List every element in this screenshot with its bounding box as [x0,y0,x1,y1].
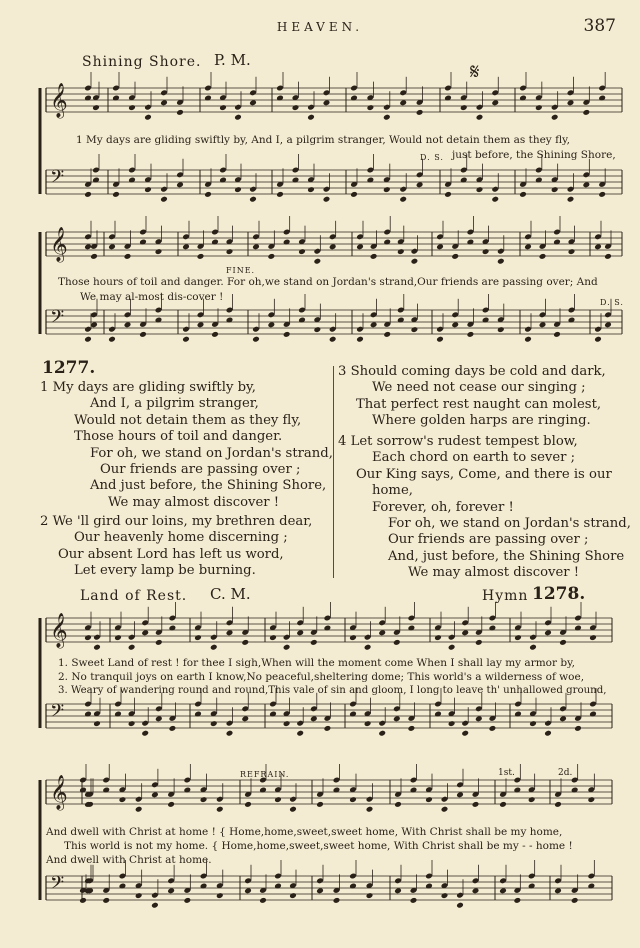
treble-clef-icon: 𝄞 [50,83,68,118]
lyric-ds-line: just before, the Shining Shore, [452,149,616,161]
note-head [268,321,276,328]
note-head [160,196,168,203]
note-head [451,253,459,260]
note-head [524,336,532,343]
treble-clef-icon: 𝄞 [50,775,68,810]
note-head [529,644,537,651]
note-head [393,715,401,722]
verse-line: Our friends are passing over ; [100,462,301,478]
note-head [514,634,522,641]
note-head [583,109,591,116]
note-head [79,897,87,904]
note-head [139,331,147,338]
tune-title-land-of-rest: Land of Rest. [80,588,188,604]
bass-clef-icon: 𝄢 [50,307,65,332]
note-head [411,258,419,265]
note-head [276,191,284,198]
note-head [316,887,324,894]
note-head [594,336,602,343]
note-head [283,331,291,338]
verse-line: Our absent Lord has left us word, [58,546,284,562]
verse-line: Forever, oh, forever ! [372,499,514,515]
note-head [329,243,337,250]
lyric-line-1278-2: 2. No tranquil joys on earth I know,No peaceful,sheltering dome; This world's a wilderness of woe, [58,671,585,683]
note-head [539,253,547,260]
note-head [444,191,452,198]
note-head [366,806,374,813]
note-head [604,253,612,260]
note-head [167,801,175,808]
treble-clef-icon: 𝄞 [50,227,68,262]
note-head [244,801,252,808]
tune-meter-pm: P. M. [214,51,251,69]
note-head [274,796,282,803]
note-head [448,720,456,727]
note-head [461,730,469,737]
note-head [568,248,576,255]
note-head [350,191,358,198]
note-head [567,99,575,106]
refrain-label: REFRAIN. [240,770,290,779]
note-head [114,634,122,641]
note-head [210,644,218,651]
note-head [451,321,459,328]
note-head [349,634,357,641]
verse-line: We may almost discover ! [408,565,580,581]
note-head [370,253,378,260]
note-head [588,796,596,803]
note-head [356,243,364,250]
note-head [289,892,297,899]
segno-sign: 𝄋 [470,60,480,85]
note-head [554,887,562,894]
note-head [594,243,602,250]
note-head [491,196,499,203]
note-head [408,725,416,732]
note-head [475,639,483,646]
note-head [551,114,559,121]
note-head [144,186,152,193]
note-head [366,892,374,899]
note-head [316,801,324,808]
note-head [544,730,552,737]
note-head [155,715,163,722]
lyric-refrain-1: And dwell with Christ at home ! { Home,home,sweet,sweet home, With Christ shall be my home, [46,826,563,838]
note-head [583,181,591,188]
note-head [252,243,260,250]
note-head [434,634,442,641]
verse-line: Would not detain them as they fly, [74,412,302,428]
note-head [539,321,547,328]
second-ending-label: 2d. [558,768,573,778]
note-head [84,243,92,250]
note-head [135,806,143,813]
fine-marker: FINE. [226,266,256,275]
note-head [448,644,456,651]
verse-line: home, [372,483,413,499]
note-head [92,104,100,111]
note-head [314,258,322,265]
ds-marker: D. S. [420,153,444,162]
note-head [307,186,315,193]
note-head [489,725,497,732]
note-head [184,897,192,904]
note-head [553,331,561,338]
note-head [383,114,391,121]
verse-line: 2 We 'll gird our loins, my brethren dear, [40,514,313,529]
note-head [323,99,331,106]
note-head [216,892,224,899]
note-head [296,730,304,737]
note-head [370,321,378,328]
note-head [535,104,543,111]
note-head [204,191,212,198]
note-head [135,892,143,899]
verse-line: Each chord on earth to sever ; [372,450,576,466]
verse-line: For oh, we stand on Jordan's strand, [90,445,333,461]
note-head [367,104,375,111]
note-head [144,114,152,121]
first-ending-label: 1st. [498,768,515,778]
ds-marker-2: D. S. [600,298,624,307]
note-head [499,887,507,894]
note-head [323,196,331,203]
note-head [176,181,184,188]
verse-line: Those hours of toil and danger. [74,429,283,445]
lyric-refrain-2: This world is not my home. { Home,home,sweet,sweet home, With Christ shall be my - - home ! [64,840,573,852]
note-head [249,99,257,106]
note-head [151,902,159,909]
note-head [416,181,424,188]
verse-line: And, just before, the Shining Shore [388,548,625,564]
note-head [219,104,227,111]
note-head [124,321,132,328]
note-head [93,720,101,727]
note-head [467,331,475,338]
note-head [194,634,202,641]
note-head [259,897,267,904]
note-head [497,326,505,333]
note-head [436,243,444,250]
note-head [574,725,582,732]
note-head [169,725,177,732]
note-head [461,629,469,636]
note-head [393,639,401,646]
verse-4 [338,434,638,582]
note-head [182,336,190,343]
verse-line: For oh, we stand on Jordan's strand, [388,516,631,532]
note-head [364,644,372,651]
note-head [310,715,318,722]
verse-2 [40,514,330,580]
note-head [226,629,234,636]
note-head [90,253,98,260]
note-head [249,196,257,203]
note-head [598,191,606,198]
note-head [84,634,92,641]
note-head [460,104,468,111]
note-head [410,897,418,904]
note-head [411,326,419,333]
verse-line: Where golden harps are ringing. [372,413,591,429]
note-head [399,99,407,106]
tune-meter-cm: C. M. [210,585,251,603]
tune-title-shining-shore: Shining Shore. [82,54,202,70]
treble-clef-icon: 𝄞 [50,613,68,648]
lyric-line-2: Those hours of toil and danger. For oh,we stand on Jordan's strand,Our friends are passing over; And [58,276,598,288]
note-head [226,730,234,737]
hymn-number-1277: 1277. [42,358,96,378]
note-head [128,104,136,111]
note-head [482,248,490,255]
note-head [128,720,136,727]
note-head [298,248,306,255]
note-head [378,629,386,636]
lyric-refrain-3: And dwell with Christ at home. [46,854,212,866]
note-head [544,629,552,636]
column-divider [333,366,334,578]
lyric-line-verse1: 1 My days are gliding swiftly by, And I, a pilgrim stranger, Would not detain them as they fly, [76,134,570,146]
note-head [571,897,579,904]
note-head [226,248,234,255]
note-head [93,644,101,651]
note-head [399,196,407,203]
note-head [155,639,163,646]
verse-line: We need not cease our singing ; [372,380,586,396]
hymn-number-1278: 1278. [532,584,586,604]
note-head [524,243,532,250]
note-head [244,887,252,894]
note-head [519,191,527,198]
note-head [160,99,168,106]
bass-clef-icon: 𝄢 [50,701,65,726]
note-head [211,331,219,338]
note-head [383,331,391,338]
note-head [307,114,315,121]
note-head [554,801,562,808]
note-head [499,801,507,808]
note-head [567,196,575,203]
running-header: HEAVEN. [276,20,364,34]
note-head [252,336,260,343]
note-head [151,791,159,798]
note-head [364,720,372,727]
note-head [425,796,433,803]
verse-line: And just before, the Shining Shore, [90,478,327,494]
note-head [128,644,136,651]
note-head [356,336,364,343]
note-head [397,248,405,255]
note-head [283,644,291,651]
verse-line: And I, a pilgrim stranger, [90,396,259,412]
note-head [176,109,184,116]
page-number: 387 [583,16,616,36]
note-head [310,639,318,646]
note-head [476,186,484,193]
note-head [416,109,424,116]
note-head [589,634,597,641]
lyric-line-1278-1: 1. Sweet Land of rest ! for thee I sigh,When will the moment come When I shall lay my armor by, [58,657,575,669]
note-head [108,336,116,343]
note-head [514,897,522,904]
hymn-label: Hymn [482,588,529,604]
note-head [472,801,480,808]
note-head [456,791,464,798]
lyric-line-1278-3: 3. Weary of wandering round and round,This vale of sin and gloom, I long to leave th' unhallowed ground, [58,685,607,696]
note-head [476,114,484,121]
note-head [314,326,322,333]
note-head [559,715,567,722]
note-head [155,248,163,255]
verse-line: Our friends are passing over ; [388,532,589,548]
note-head [289,806,297,813]
lyric-line-3: We may al-most dis-cover ! [80,291,224,303]
note-head [119,796,127,803]
note-head [200,796,208,803]
bass-clef-icon: 𝄢 [50,873,65,898]
note-head [283,720,291,727]
note-head [329,336,337,343]
note-head [604,321,612,328]
note-head [475,715,483,722]
verse-line: Our King says, Come, and there is our [356,466,612,482]
verse-line: 4 Let sorrow's rudest tempest blow, [338,434,578,449]
note-head [112,191,120,198]
note-head [84,336,92,343]
note-head [241,715,249,722]
note-head [124,253,132,260]
note-head [292,104,300,111]
verse-line: 1 My days are gliding swiftly by, [40,380,256,395]
note-head [497,258,505,265]
note-head [491,99,499,106]
note-head [394,801,402,808]
note-head [210,720,218,727]
note-head [528,796,536,803]
verse-line: 3 Should coming days be cold and dark, [338,364,606,379]
note-head [559,639,567,646]
note-head [234,186,242,193]
verse-line: That perfect rest naught can molest, [356,396,602,412]
note-head [436,336,444,343]
note-head [241,639,249,646]
bass-clef-icon: 𝄢 [50,167,65,192]
note-head [268,253,276,260]
note-head [84,191,92,198]
note-head [269,634,277,641]
note-head [108,243,116,250]
note-head [383,186,391,193]
note-head [529,720,537,727]
note-head [324,725,332,732]
note-head [141,730,149,737]
note-head [167,887,175,894]
verse-line: We may almost discover ! [108,494,280,510]
note-head [441,806,449,813]
verse-line: Our heavenly home discerning ; [74,530,288,546]
note-head [197,321,205,328]
note-head [216,806,224,813]
note-head [182,243,190,250]
note-head [456,902,464,909]
note-head [551,186,559,193]
verse-3 [338,364,638,430]
note-head [378,730,386,737]
verse-1 [40,380,333,511]
note-head [333,897,341,904]
note-head [296,629,304,636]
verse-line: Let every lamp be burning. [74,563,256,579]
note-head [441,892,449,899]
note-head [102,897,110,904]
note-head [349,796,357,803]
note-head [197,253,205,260]
note-head [394,887,402,894]
note-head [141,629,149,636]
note-head [234,114,242,121]
note-head [472,887,480,894]
